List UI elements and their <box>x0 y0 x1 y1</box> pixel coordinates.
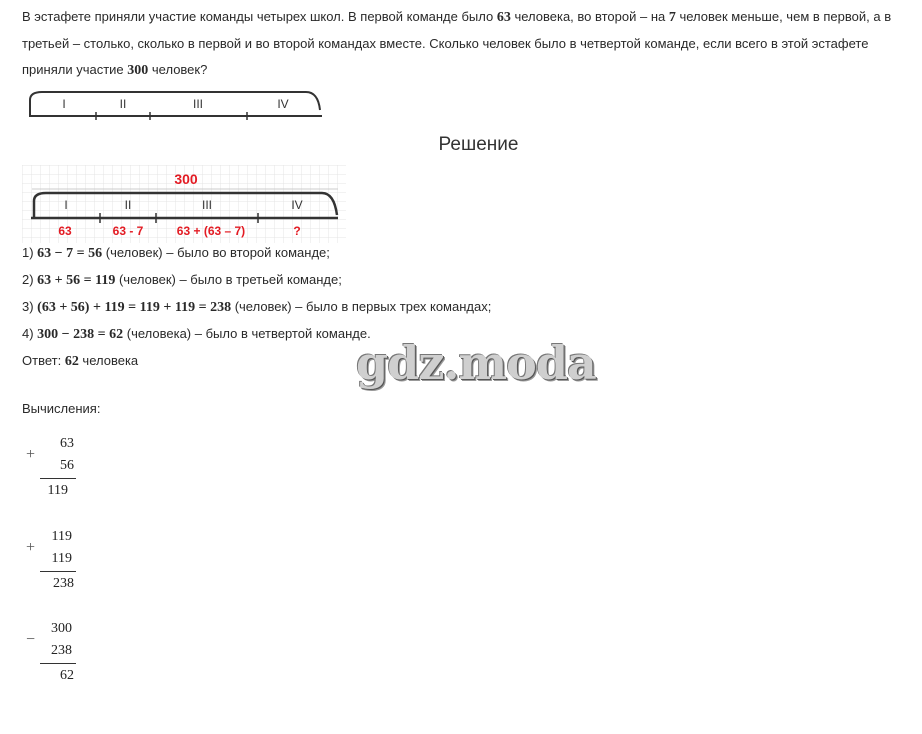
segment-value: 63 <box>58 224 72 238</box>
segment-label: III <box>201 198 213 212</box>
step-number: 3) <box>22 299 38 314</box>
operand-1: 300 <box>51 621 72 636</box>
step-number: 4) <box>22 326 38 341</box>
segment-label: IV <box>291 198 303 212</box>
answer-label: Ответ: <box>22 353 65 368</box>
problem-text-part: человек? <box>148 62 208 77</box>
answer-suffix: человека <box>78 353 139 368</box>
watermark-logo: gdz.moda <box>356 336 596 390</box>
step-text: (человека) – было в четвертой команде. <box>123 326 371 341</box>
step-expression: 63 − 7 = 56 <box>37 246 103 261</box>
solution-step <box>22 321 371 348</box>
segment-label: I <box>62 97 66 111</box>
plus-sign: + <box>26 539 36 556</box>
segment-value: ? <box>293 224 301 238</box>
segment-label: I <box>64 198 68 212</box>
step-expression: 63 + 56 = 119 <box>37 273 116 288</box>
calc-result: 238 <box>53 576 74 591</box>
segment-label: III <box>192 97 204 111</box>
solution-step <box>22 267 342 294</box>
operand-1: 63 <box>60 436 74 451</box>
total-label: 300 <box>174 171 198 187</box>
calculations-label: Вычисления: <box>22 401 101 416</box>
segment-label: II <box>124 198 132 212</box>
problem-number: 63 <box>496 10 511 25</box>
problem-text-part: человека, во второй – на <box>510 9 669 24</box>
operand-2: 119 <box>51 551 72 566</box>
step-text: (человек) – было во второй команде; <box>102 245 330 260</box>
column-calculation <box>26 621 86 691</box>
segment-value: 63 - 7 <box>112 224 144 238</box>
solution-step <box>22 294 491 321</box>
problem-text <box>22 4 902 84</box>
solution-heading: Решение <box>438 134 519 155</box>
calc-line <box>40 478 76 479</box>
problem-number: 7 <box>668 10 676 25</box>
answer-value: 62 <box>64 354 79 369</box>
calc-line <box>40 571 76 572</box>
segment-value: 63 + (63 – 7) <box>176 224 246 238</box>
calc-result: 62 <box>60 668 74 683</box>
column-calculation <box>26 436 86 506</box>
step-text: (человек) – было в третьей команде; <box>115 272 342 287</box>
segment-diagram-solution <box>22 165 346 243</box>
answer <box>22 348 138 375</box>
segment-diagram-problem <box>26 88 326 122</box>
step-expression: (63 + 56) + 119 = 119 + 119 = 238 <box>37 300 232 315</box>
minus-sign: − <box>26 631 36 648</box>
segment-label: IV <box>277 97 289 111</box>
segment-label: II <box>119 97 127 111</box>
step-expression: 300 − 238 = 62 <box>37 327 124 342</box>
calc-line <box>40 663 76 664</box>
step-number: 1) <box>22 245 38 260</box>
solution-step <box>22 240 330 267</box>
operand-1: 119 <box>51 529 72 544</box>
plus-sign: + <box>26 446 36 463</box>
operand-2: 238 <box>51 643 72 658</box>
problem-text-part: В эстафете приняли участие команды четырех школ. В первой команде было <box>22 9 497 24</box>
calc-result: 119 <box>47 483 68 498</box>
column-calculation <box>26 529 86 599</box>
step-number: 2) <box>22 272 38 287</box>
step-text: (человек) – было в первых трех командах; <box>231 299 492 314</box>
operand-2: 56 <box>60 458 74 473</box>
problem-number: 300 <box>127 63 149 78</box>
problem-text-part: человек меньше, чем в первой, а в третьей – столько, сколько в первой и во второй командах вместе. Сколько человек было в четвертой команде, если всего в этой эстафете приняли участие <box>22 9 892 77</box>
